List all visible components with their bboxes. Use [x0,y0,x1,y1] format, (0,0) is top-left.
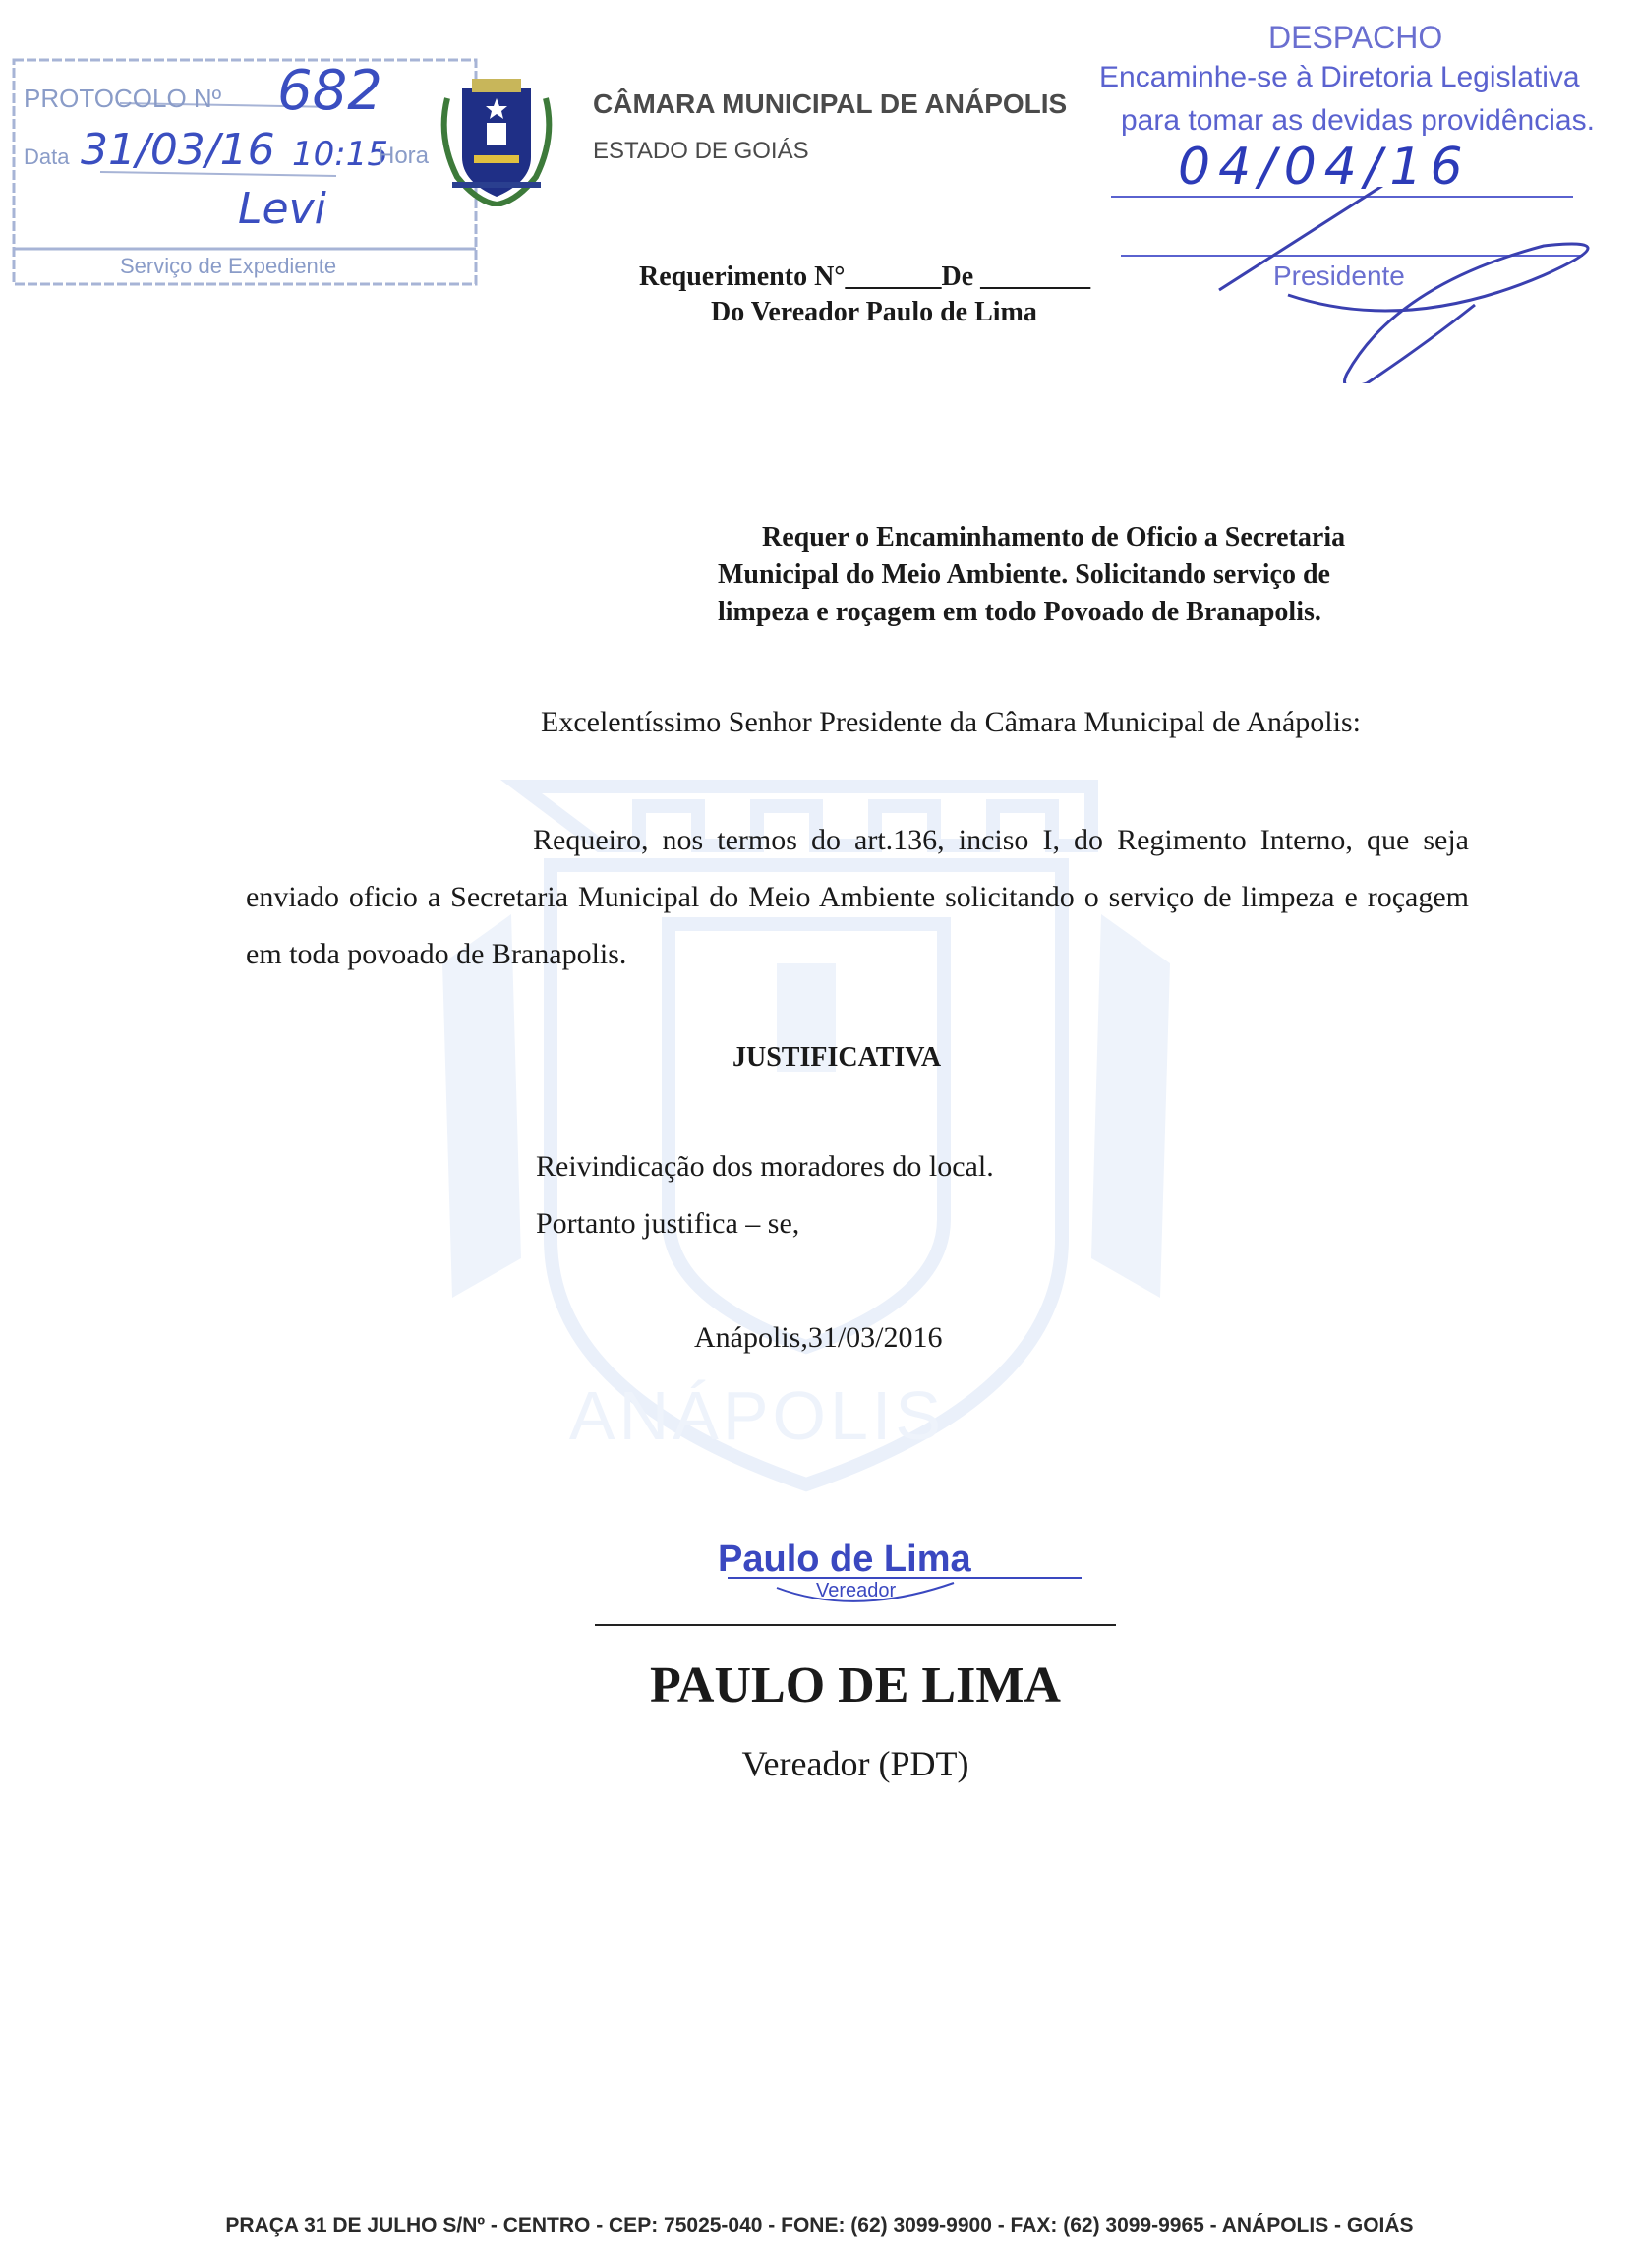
protocol-initials: Levi [238,184,326,234]
protocol-number: 682 [277,59,382,123]
protocol-date-label: Data [24,145,70,169]
summary-line-1: Requer o Encaminhamento de Oficio a Secretaria [762,522,1346,552]
requerimento-number: Requerimento N°_______De ________ [639,262,1091,292]
signature-stamp-role: Vereador [816,1580,897,1601]
greeting: Excelentíssimo Senhor Presidente da Câmara Municipal de Anápolis: [541,706,1361,738]
protocol-stamp [12,54,482,290]
justificativa-line-1: Reivindicação dos moradores do local. [536,1150,994,1183]
footer-address: PRAÇA 31 DE JULHO S/Nº - CENTRO - CEP: 75025-040 - FONE: (62) 3099-9900 - FAX: (62) 3099-9965 - ANÁPOLIS - GOIÁS [225,2214,1414,2237]
request-body-text: Requeiro, nos termos do art.136, inciso I, do Regimento Interno, que seja enviado oficio a Secretaria Municipal do Meio Ambiente solicitando o serviço de limpeza e roçagem em toda povoado de Branapolis. [246,824,1469,970]
protocol-time: 10:15 [292,135,388,174]
request-body [246,812,1469,983]
protocol-time-label: Hora [378,143,430,169]
signature-stamp-name: Paulo de Lima [718,1539,971,1580]
summary-line-3: limpeza e roçagem em todo Povoado de Branapolis. [718,597,1321,627]
justificativa-title: JUSTIFICATIVA [732,1042,942,1073]
watermark-text: ANÁPOLIS [568,1377,946,1454]
signature-line [595,1624,1116,1626]
signer-name: PAULO DE LIMA [650,1657,1061,1714]
date-place: Anápolis,31/03/2016 [694,1321,943,1354]
request-summary [718,519,1485,631]
org-name: CÂMARA MUNICIPAL DE ANÁPOLIS [593,88,1068,119]
coat-of-arms-icon [433,69,560,206]
protocol-date: 31/03/16 [81,125,275,175]
despacho-title: DESPACHO [1268,20,1443,55]
requerimento-author: Do Vereador Paulo de Lima [711,297,1037,327]
despacho-line-1: Encaminhe-se à Diretoria Legislativa [1099,61,1580,93]
protocol-sector: Serviço de Expediente [120,254,337,278]
protocol-label: PROTOCOLO Nº [24,84,222,113]
despacho-date: 04/04/16 [1178,138,1471,197]
signature-stamp [708,1519,1082,1627]
org-state: ESTADO DE GOIÁS [593,138,809,164]
justificativa-line-2: Portanto justifica – se, [536,1207,800,1240]
signer-role: Vereador (PDT) [741,1744,969,1783]
despacho-line-2: para tomar as devidas providências. [1121,104,1595,137]
despacho-role: Presidente [1273,261,1405,291]
summary-line-2: Municipal do Meio Ambiente. Solicitando serviço de [718,559,1330,590]
